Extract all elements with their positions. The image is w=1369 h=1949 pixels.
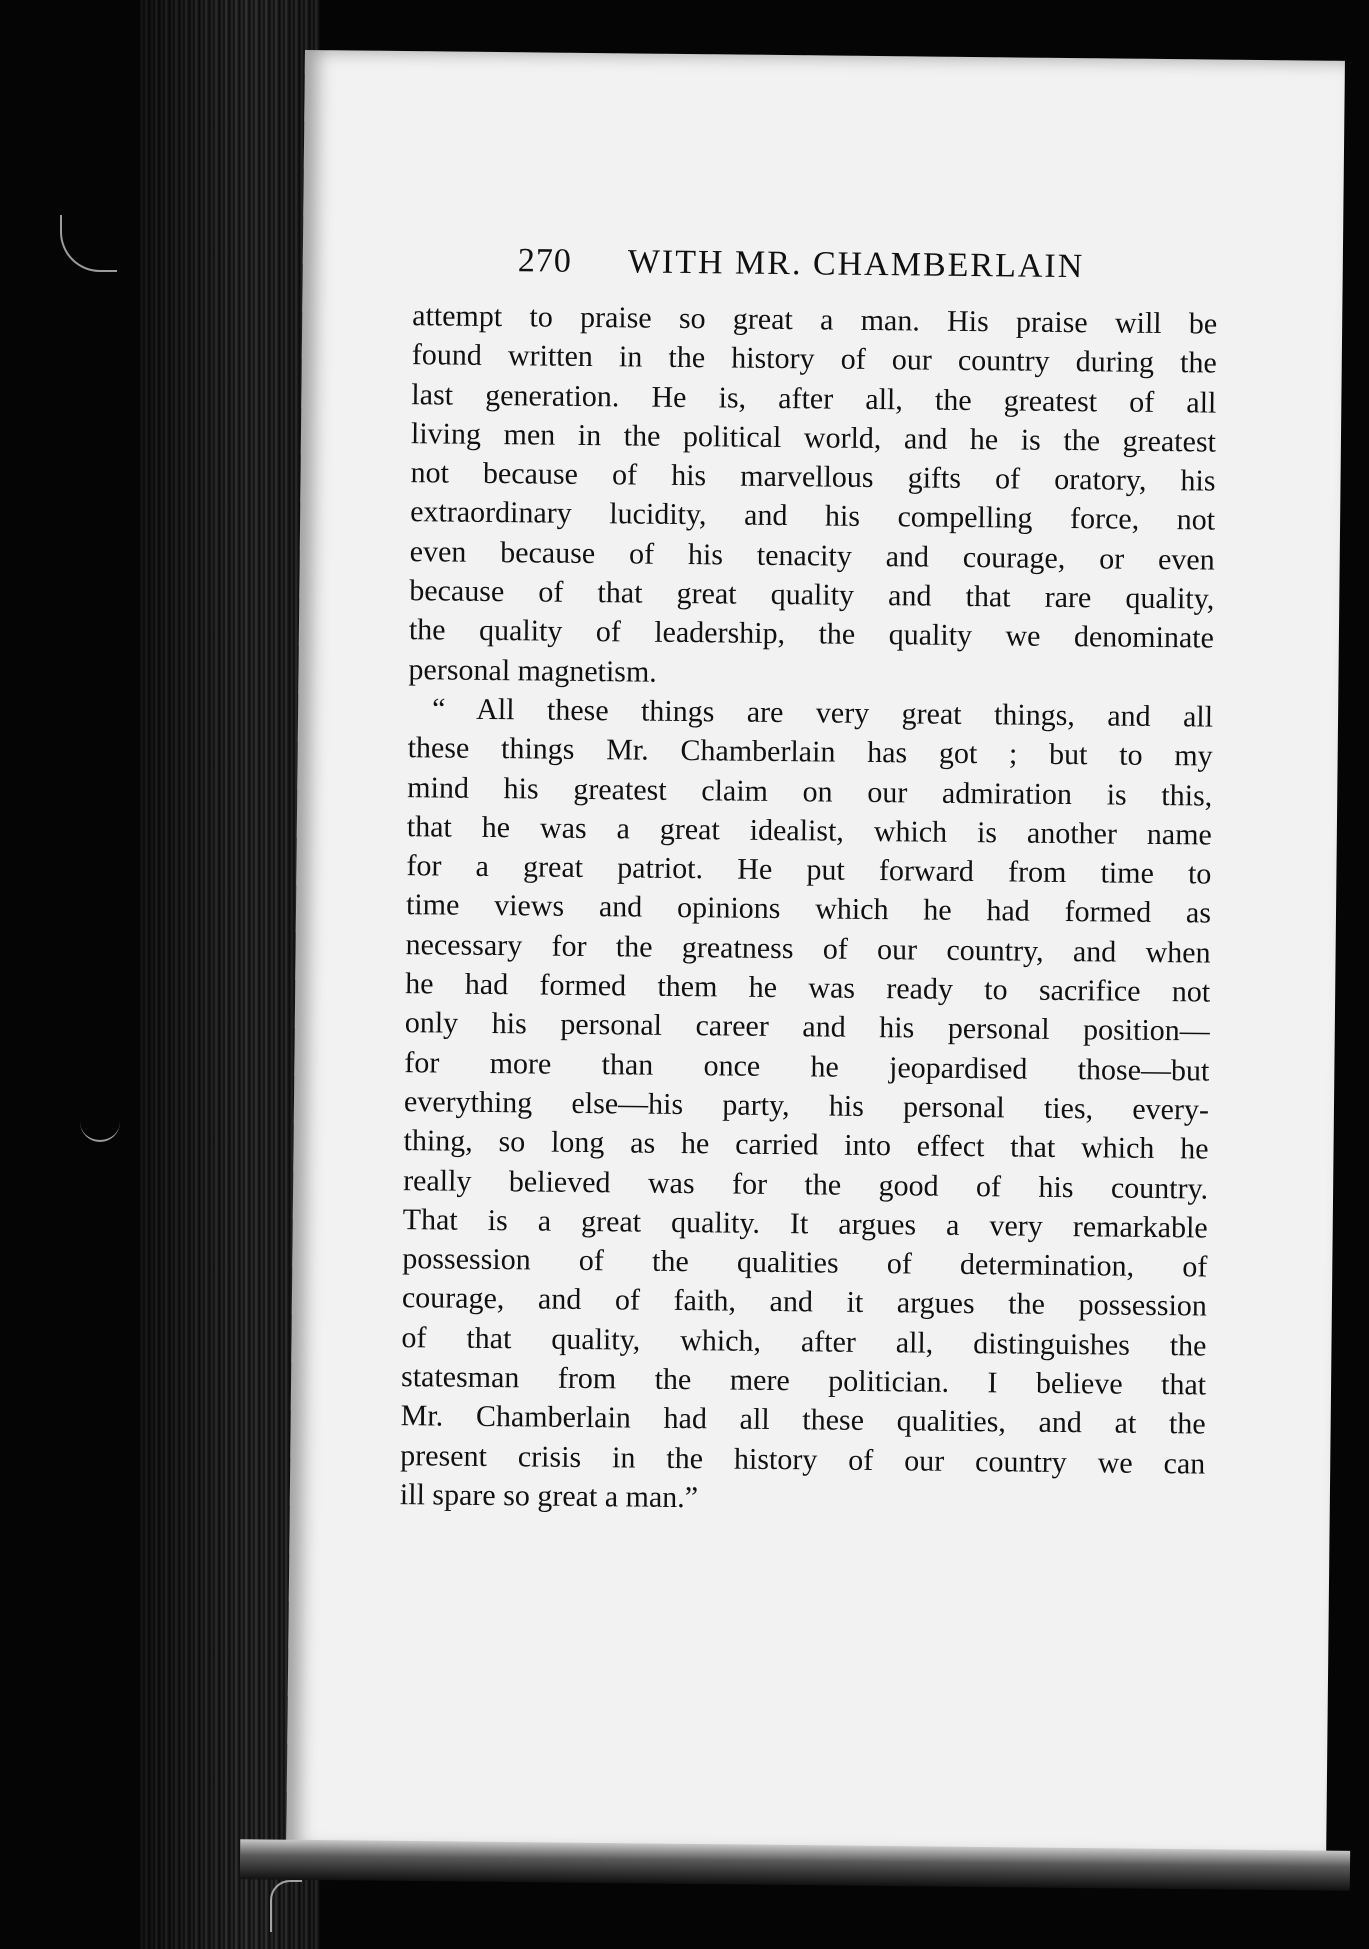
- text-line: extraordinary lucidity, and his compelling force, not: [409, 495, 1216, 538]
- text-line: for a great patriot. He put forward from time to: [406, 849, 1212, 891]
- text-line: attempt to praise so great a man. His praise will be: [412, 299, 1218, 341]
- text-line: That is a great quality. It argues a very remarkable: [402, 1202, 1208, 1245]
- page-number: 270: [517, 242, 572, 280]
- text-line: that he was a great idealist, which is another name: [406, 809, 1213, 852]
- scanner-artifact-mark: [270, 1880, 302, 1932]
- text-line: everything else—his party, his personal ties, every-: [403, 1085, 1210, 1127]
- page-content: [286, 50, 1345, 1861]
- body-text: [400, 296, 1218, 1523]
- scanner-artifact-mark: [60, 215, 117, 272]
- text-line: only his personal career and his personal position—: [404, 1006, 1210, 1048]
- text-line: mind his greatest claim on our admiration is this,: [407, 770, 1213, 813]
- text-line: these things Mr. Chamberlain has got ; but to my: [407, 731, 1213, 773]
- text-line: present crisis in the history of our country we can: [400, 1438, 1206, 1481]
- text-line: the quality of leadership, the quality we denominate: [408, 613, 1215, 655]
- running-head: [518, 242, 1278, 288]
- text-line: Mr. Chamberlain had all these qualities, and at the: [400, 1399, 1206, 1441]
- text-line: “ All these things are very great things, and all: [431, 692, 1214, 734]
- text-line: not because of his marvellous gifts of oratory, his: [410, 456, 1216, 498]
- scanner-artifact-mark: [80, 1100, 120, 1142]
- text-line: courage, and of faith, and it argues the possession: [401, 1281, 1208, 1323]
- book-page: [286, 50, 1345, 1861]
- text-line: really believed was for the good of his country.: [402, 1163, 1209, 1206]
- text-line: ill spare so great a man.”: [399, 1477, 699, 1515]
- text-line: time views and opinions which he had formed as: [405, 888, 1212, 930]
- text-line: necessary for the greatness of our country, and when: [405, 927, 1211, 970]
- text-line: statesman from the mere politician. I believe that: [400, 1360, 1207, 1402]
- running-title: WITH MR. CHAMBERLAIN: [627, 243, 1085, 286]
- text-line: he had formed them he was ready to sacrifice not: [405, 967, 1211, 1009]
- text-line: last generation. He is, after all, the greatest of all: [411, 377, 1217, 420]
- text-line: found written in the history of our country during the: [411, 338, 1217, 380]
- text-line: because of that great quality and that rare quality,: [409, 574, 1215, 616]
- text-line: thing, so long as he carried into effect that which he: [403, 1124, 1209, 1166]
- text-line: for more than once he jeopardised those—but: [404, 1045, 1210, 1088]
- text-line: even because of his tenacity and courage, or even: [409, 534, 1215, 577]
- text-line: living men in the political world, and he is the greatest: [410, 417, 1217, 459]
- text-line: personal magnetism.: [408, 652, 657, 689]
- text-line: of that quality, which, after all, distinguishes the: [401, 1320, 1207, 1363]
- text-line: possession of the qualities of determination, of: [402, 1242, 1208, 1284]
